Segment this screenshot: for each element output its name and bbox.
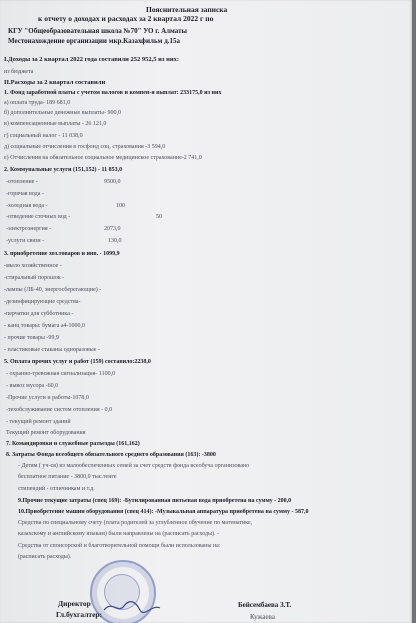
section-3-item: - канц товары: бумага а4-1000,0	[4, 323, 86, 329]
section-10-line: Средства по специальному счету (плата родителей за углубленное обучение по математике,	[18, 520, 253, 526]
section-5-item: - вывоз мусора -60,0	[6, 383, 59, 389]
director-name: Бейсембаева З.Т.	[238, 601, 292, 609]
section-5-item: -техобслуживание систем отопления - 0,0	[6, 407, 113, 413]
utility-value: 130,0	[108, 238, 122, 244]
section-3-heading: 3. приобретение хоз.товаров и инв. - 1099,9	[4, 251, 120, 257]
section-7-heading: 7. Командировки и служебные разъезды (161,162)	[6, 441, 140, 447]
section-10-heading: 10.Приобретение машин оборудования (спец 414): -Музыкальная аппаратура приобретена на сумму - 587,0	[18, 509, 309, 515]
page-edge	[412, 0, 416, 623]
doc-title: Пояснительная записка	[146, 5, 228, 14]
section-8-heading: 8. Затраты Фонда всеобщего обязательного среднего образования (163): -3800	[6, 452, 216, 458]
section-8-line: бесплатное питание - 3800,0 тыс.тенге	[18, 474, 117, 480]
section-10-line: казахскому и английскому языкам) были направлены на (расписать расходы). -	[18, 531, 220, 537]
section-2-heading: 2. Коммунальные услуги (151,152) - 11 853,0	[4, 167, 123, 173]
utility-value: 9500,0	[104, 179, 121, 185]
utility-value: 100	[116, 203, 125, 209]
section-5-item: - текущий ремонт зданий	[6, 419, 71, 425]
utility-label: -услуги связи -	[6, 238, 45, 244]
section-9-heading: 9.Прочие текущие затраты (спец 169): -Бутилированная питьевая вода приобретена на сумму - 200,0	[18, 498, 292, 504]
section-5-item: Текущий ремонт оборудования	[6, 430, 86, 436]
director-label: Директор	[58, 599, 91, 608]
section-1-item: в) компенсационные выплаты - 26 121,0	[4, 121, 107, 127]
section-8-line: - Детям ( уч-ся) из малообеспеченных семей за счет средств фонда всеобуча организовано	[18, 463, 250, 469]
section-1-item: д) социальные отчисления в госфонд соц. страхования -3 594,0	[4, 144, 166, 150]
section-1-heading: 1. Фонд заработной платы с учетом налогов и компен-я выплат: 233175,0 из них	[4, 90, 222, 96]
doc-subtitle: к отчету о доходах и расходах за 2 квартал 2022 г по	[38, 14, 214, 23]
section-3-item: - прочие товары -99,9	[4, 335, 59, 341]
utility-value: 50	[156, 214, 162, 220]
accountant-label: Гл.бухгалтер:	[56, 610, 103, 619]
section-1-item: б) дополнительные денежные выплаты- 900,0	[4, 110, 121, 116]
section-5-heading: 5. Оплата прочих услуг и работ (159) составило:2238,0	[4, 359, 151, 365]
utility-label: -отопление -	[6, 179, 38, 185]
utility-label: -холодная вода -	[6, 203, 48, 209]
expense-header: II.Расходы за 2 квартал составили	[4, 79, 106, 86]
utility-label: -электроэнергия -	[6, 226, 52, 232]
section-1-item: е) Отчисления на обязательное социальное медицинское страхование-2 741,0	[4, 155, 202, 161]
director-signature	[102, 598, 162, 616]
section-8-line: стипендий - отличникам и т.д.	[18, 486, 95, 492]
section-3-item: -мыло хозяйственное -	[4, 263, 62, 269]
section-3-item: -стиральный порошок -	[4, 275, 65, 281]
accountant-name: Кужаева	[250, 613, 275, 621]
utility-label: -горячая вода -	[6, 191, 44, 197]
section-3-item: - пластиковые стаканы одноразовые -	[4, 347, 100, 353]
organization-name: КГУ "Общеобразовательная школа №70" УО г. Алматы	[8, 27, 188, 35]
section-3-item: -дезинфицирующие средства-	[4, 299, 81, 305]
section-1-item: а) оплата труда- 189 681,0	[4, 100, 71, 106]
section-10-line: Средства от спонсорской и благотворительной помощи были использованы на:	[18, 543, 221, 549]
section-3-item: -лампы (ЛБ-40, энергосберегающие) -	[4, 287, 102, 293]
organization-location: Местонахождение организации мкр.Казахфильм д.15а	[8, 37, 180, 45]
income-total: I.Доходы за 2 квартал 2022 года составили 252 952,5 из них:	[4, 56, 179, 63]
section-3-item: -перчатки для субботника -	[4, 311, 74, 317]
utility-label: -отведение сточных вод -	[6, 214, 71, 220]
utility-value: 2073,0	[104, 226, 121, 232]
income-source: из бюджета	[4, 69, 34, 75]
section-5-item: - охранно-тревожная сигнализация- 1100,0	[6, 371, 116, 377]
section-10-line: (расписать расходы).	[18, 554, 72, 560]
section-5-item: -Прочие услуги и работы-1078,0	[6, 395, 89, 401]
section-1-item: г) социальный налог - 11 038,0	[4, 133, 83, 139]
